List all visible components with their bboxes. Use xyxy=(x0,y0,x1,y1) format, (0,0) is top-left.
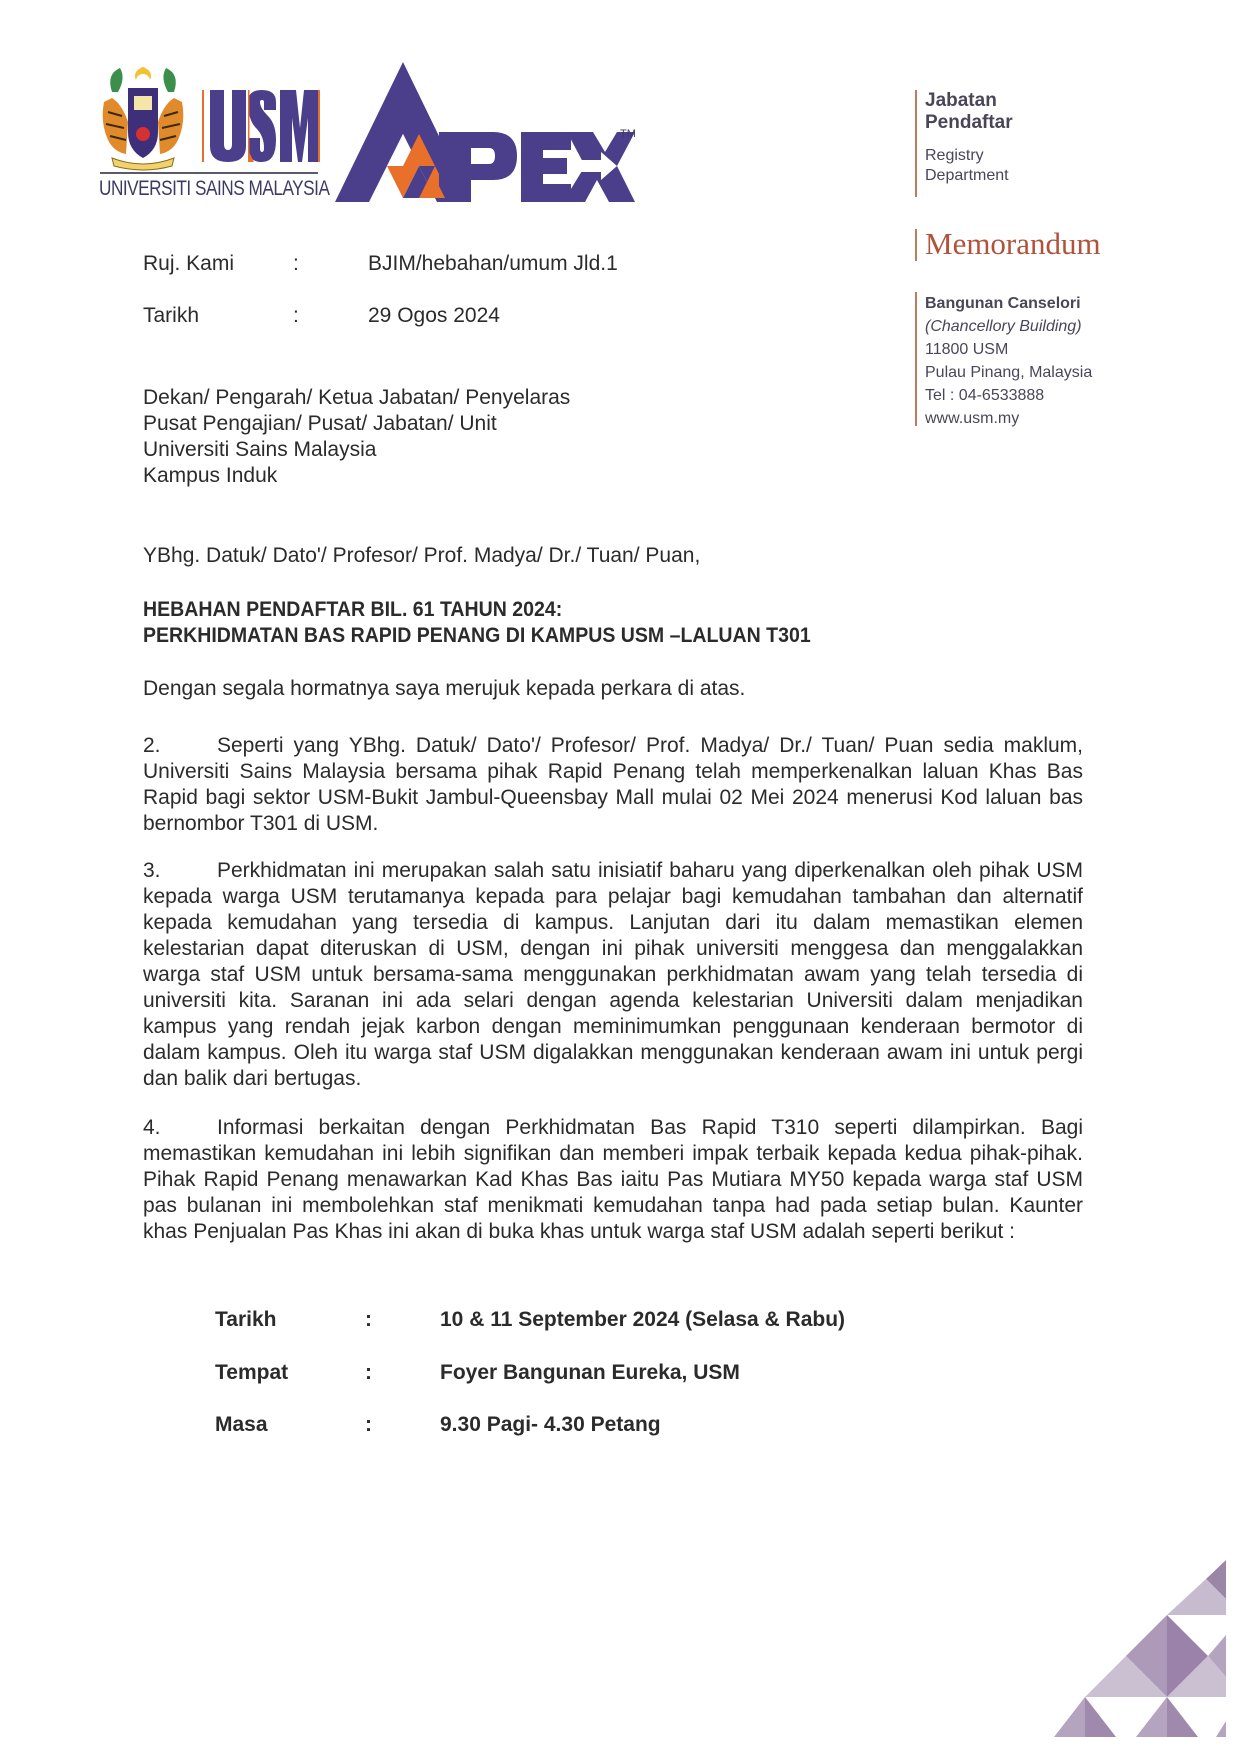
paragraph-3 xyxy=(143,858,1083,1092)
department-ms-line1: Jabatan xyxy=(925,90,997,111)
usm-crest-logo xyxy=(98,62,188,172)
department-en-line2: Department xyxy=(925,167,1009,184)
paragraph-text: Perkhidmatan ini merupakan salah satu inisiatif baharu yang diperkenalkan oleh pihak USM kepada warga USM terutamanya kepada para pelajar bagi kemudahan tambahan dan alternatif kepada kemudahan yang tersedia di kampus. Lanjutan dari itu dalam memastikan elemen kelestarian dapat diteruskan di USM, dengan ini pihak universiti menggesa dan menggalakkan warga staf USM untuk bersama-sama menggunakan perkhidmatan awam yang telah tersedia di universiti kita. Saranan ini ada selari dengan agenda kelestarian Universiti dalam menjadikan kampus yang rendah jejak karbon dengan meminimumkan penggunaan kenderaan bermotor di dalam kampus. Oleh itu warga staf USM digalakkan menggunakan kenderaan awam ini untuk pergi dan balik dari bertugas. xyxy=(143,859,1083,1090)
usm-wordmark-logo xyxy=(202,88,320,164)
detail-label: Masa xyxy=(215,1413,268,1436)
recipient-line: Universiti Sains Malaysia xyxy=(143,438,377,461)
department-en-line1: Registry xyxy=(925,147,984,164)
state-country: Pulau Pinang, Malaysia xyxy=(925,364,1093,381)
paragraph-text: Seperti yang YBhg. Datuk/ Dato'/ Profesor/ Prof. Madya/ Dr./ Tuan/ Puan sedia maklum, Universiti Sains Malaysia bersama pihak Rapid Penang telah memperkenalkan laluan Khas Bas Rapid bagi sektor USM-Bukit Jambul-Queensbay Mall mulai 02 Mei 2024 menerusi Kod laluan bas bernombor T301 di USM. xyxy=(143,734,1083,835)
department-ms-line2: Pendaftar xyxy=(925,112,1013,133)
paragraph-4 xyxy=(143,1115,1083,1245)
address-accent-line xyxy=(915,292,917,426)
detail-label: Tarikh xyxy=(215,1308,277,1331)
date-label: Tarikh xyxy=(143,304,200,327)
website-link[interactable]: www.usm.my xyxy=(925,410,1020,427)
detail-label: Tempat xyxy=(215,1361,289,1384)
recipient-line: Kampus Induk xyxy=(143,464,278,487)
subject-line2: PERKHIDMATAN BAS RAPID PENANG DI KAMPUS USM –LALUAN T301 xyxy=(143,624,811,647)
reference-colon: : xyxy=(293,252,299,275)
sidebar-accent-line xyxy=(915,90,917,197)
logo-divider xyxy=(100,172,318,174)
paragraph-number: 2. xyxy=(143,734,161,757)
recipient-line: Dekan/ Pengarah/ Ketua Jabatan/ Penyelaras xyxy=(143,386,571,409)
detail-colon: : xyxy=(365,1361,372,1384)
detail-value: 10 & 11 September 2024 (Selasa & Rabu) xyxy=(440,1308,846,1331)
paragraph-text: Informasi berkaitan dengan Perkhidmatan Bas Rapid T310 seperti dilampirkan. Bagi memastikan kemudahan ini lebih signifikan dan memberi impak terbaik kepada kedua pihak-pihak. Pihak Rapid Penang menawarkan Kad Khas Bas iaitu Pas Mutiara MY50 kepada warga staf USM pas bulanan ini membolehkan staf menikmati kemudahan tanpa had pada setiap bulan. Kaunter khas Penjualan Pas Khas ini akan di buka khas untuk warga staf USM adalah seperti berikut : xyxy=(143,1116,1083,1243)
detail-colon: : xyxy=(365,1308,372,1331)
telephone: Tel : 04-6533888 xyxy=(925,387,1045,404)
date-colon: : xyxy=(293,304,299,327)
paragraph-number: 4. xyxy=(143,1116,161,1139)
apex-logo xyxy=(335,62,635,204)
recipient-line: Pusat Pengajian/ Pusat/ Jabatan/ Unit xyxy=(143,412,497,435)
detail-value: Foyer Bangunan Eureka, USM xyxy=(440,1361,740,1384)
reference-label: Ruj. Kami xyxy=(143,252,235,275)
postcode: 11800 USM xyxy=(925,341,1009,358)
decorative-triangle-pattern xyxy=(1040,1555,1230,1745)
opening-sentence: Dengan segala hormatnya saya merujuk kepada perkara di atas. xyxy=(143,677,746,700)
salutation: YBhg. Datuk/ Dato'/ Profesor/ Prof. Madya/ Dr./ Tuan/ Puan, xyxy=(143,544,701,567)
detail-colon: : xyxy=(365,1413,372,1436)
building-name: Bangunan Canselori xyxy=(925,295,1081,312)
building-name-en: (Chancellory Building) xyxy=(925,318,1082,335)
paragraph-number: 3. xyxy=(143,859,161,882)
reference-value: BJIM/hebahan/umum Jld.1 xyxy=(368,252,618,275)
subject-heading xyxy=(143,597,811,649)
recipient-block xyxy=(143,385,570,489)
date-value: 29 Ogos 2024 xyxy=(368,304,500,327)
memo-accent-line xyxy=(915,229,917,261)
document-type-title: Memorandum xyxy=(925,226,1101,261)
trademark-symbol: TM xyxy=(620,128,636,140)
address-block xyxy=(925,292,1092,430)
paragraph-2 xyxy=(143,733,1083,837)
subject-line1: HEBAHAN PENDAFTAR BIL. 61 TAHUN 2024: xyxy=(143,598,563,621)
detail-value: 9.30 Pagi- 4.30 Petang xyxy=(440,1413,661,1436)
university-name: UNIVERSITI SAINS MALAYSIA xyxy=(99,177,330,200)
department-block xyxy=(925,90,1013,186)
